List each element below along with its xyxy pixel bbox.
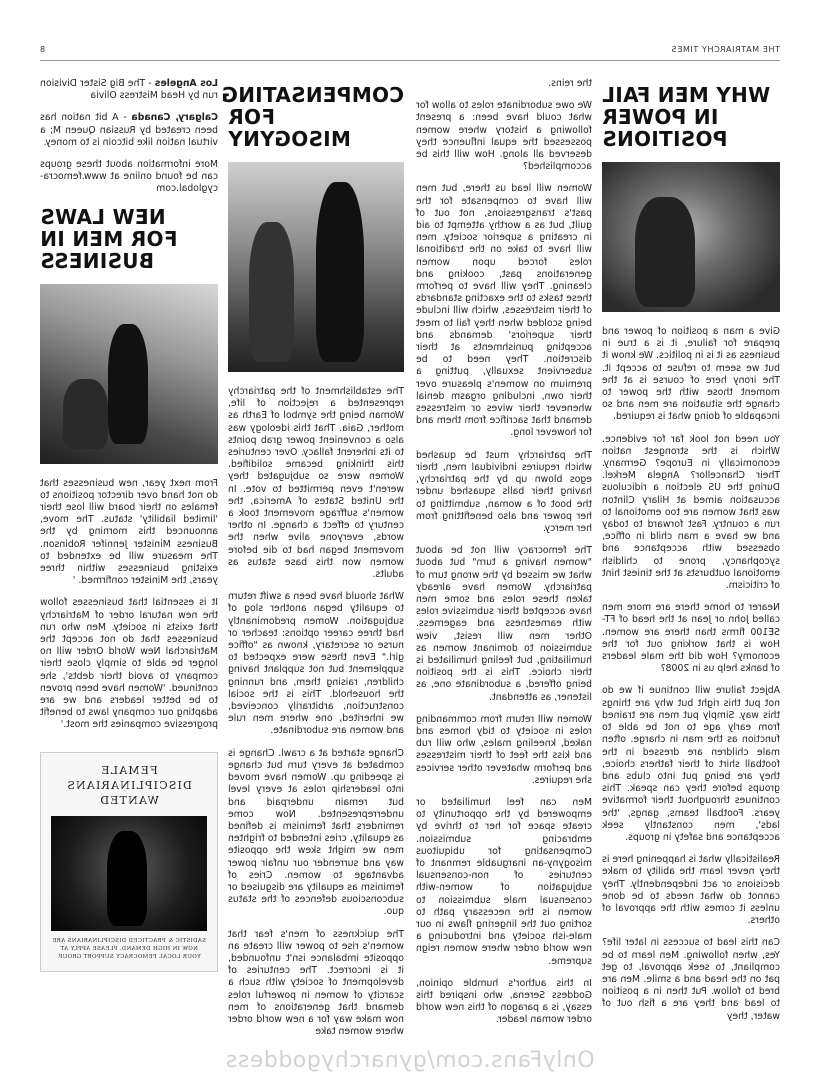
article-paragraph: Women will return from commanding roles in society to tidy homes and naked, kneeling males, who will rub and kiss the feet of their mistresses and perform whatever other services she requires. bbox=[416, 713, 592, 786]
office-photo bbox=[40, 284, 218, 464]
location-name: Los Angeles bbox=[154, 78, 218, 89]
article-paragraph: The patriarchy must be quashed which requires individual men, their egos blown up by the patriarchy, having their balls squashed under the boot of a woman, submitting to her power and also benefitting from her mercy. bbox=[416, 449, 592, 534]
article-paragraph: Change started at a crawl. Change is combated at every turn but change is speeding up. Women have moved into leadership roles at every level but remain underpaid and underrepresented. Now come reminders that feminism is defined as equality, cries intended to frighten men we might skew the opposite way and surrender our unfair power advantage to women. Cries of feminism as equality are disguised or subconscious defences of the status quo. bbox=[228, 747, 404, 918]
article-paragraph: Nearer to home there are more men called John or Jean at the head of FT-SE100 firms than there are women. How is that working out for the economy? How did the male leaders of banks help us in 2008? bbox=[602, 602, 780, 675]
header-rule bbox=[40, 60, 780, 61]
column-2 bbox=[221, 78, 404, 1048]
location-entry: Calgary, Canada - A bit nation has been created by Russian Queen M; a virtual nation like bitcoin is to money. bbox=[40, 112, 218, 148]
article-heading: WHY MEN FAIL IN POWER POSITIONS bbox=[602, 83, 771, 151]
column-1 bbox=[40, 78, 218, 972]
article-heading: COMPENSATING FOR MISOGYNY bbox=[221, 83, 404, 151]
article-paragraph: the reins. bbox=[548, 78, 592, 89]
article-paragraph: It is essential that businesses follow the new natural order of Matriarchy that exists in society. Men who run businesses that do not accept the Matriarchal New World Order will no longer be able to simply close their company to avoid their debts', she continued. 'Women have been proven to be better leaders and we are adapting our company laws to benefit progressive companies the most.' bbox=[40, 597, 218, 731]
article-paragraph: Women will lead us there, but men will have to compensate for the past's transgressions, not out of guilt, but as a worthy attempt to aid in creating a superior society. men will have to take on the traditional roles forced upon women generations past, cooking and cleaning. They will have to perform these tasks to the exacting standards of their mistresses, which will include being scolded when they fail to meet their superiors' demands and accepting punishments at their discretion. They need to be subservient sexually, putting a premium on women's pleasure over their own, including orgasm denial whenever their wives or mistresses demand that sacrifice from them and for however long. bbox=[416, 183, 592, 439]
more-info-text: More information about these groups can be found online at www.femocra-cyglobal.com bbox=[40, 159, 218, 195]
advertisement bbox=[40, 752, 218, 972]
location-name: Calgary, Canada bbox=[131, 112, 218, 124]
ad-caption: SADISTIC & PRACTICED DISCIPLINARIANS ARE NOW IN HIGH DEMAND. PLEASE APPLY AT YOUR LOCAL FEMOCRACY SUPPORT GROUP. bbox=[52, 937, 206, 960]
article-paragraph: Abject failure will continue if we do not put this right but why are things this way. Simply put men are trained from early age to not be able to function as the man in charge. often male children are dressed in the football shirt of their fathers choice, they are being put into clubs and groups before they can speak. This continues throughout their formative years. Football teams, gangs, 'the lads', men constantly seek acceptance and safety in groups. bbox=[602, 685, 780, 843]
article-paragraph: We owe subordinate roles to allow for what could have been: a present following a history where women possessed the equal influence they deserved all along. How will this be accomplished? bbox=[416, 100, 592, 173]
page-number: 8 bbox=[40, 45, 46, 54]
article-paragraph: Give a man a position of power and prepare for failure, it is a true in business as it is in politics. We know it but we seem to refuse to accept it. The irony here of course is at the moment those with the power to change the situation are men and so incapable of doing what is required. bbox=[602, 326, 780, 423]
article-paragraph: You need not look far for evidence. Which is the strongest nation economically in Europe? Germany. Their Chancellor? Angela Merkel. During the US election a ridiculous accusation aimed at Hilary Clinton was that women are too emotional to run a country. Fast forward to today and we have a man child in office, obsessed with acceptance and sycophancy, prone to childish emotional outbursts at the tiniest hint of criticism. bbox=[602, 433, 780, 592]
location-entry: Los Angeles - The Big Sister Division run by Head Mistress Olivia bbox=[40, 78, 218, 102]
article-paragraph: Can this lead to success in later life? Yes, when following. Men learn to be compliant, to seek approval, to get pat on the head and a smile. Men are bred to follow. Put then in a position to lead and they are a fish out of water, they bbox=[602, 937, 780, 1022]
article-paragraph: In this author's humble opinion, Goddess Serena, who inspired this essay, is a paragon of this new world order woman leader. bbox=[416, 977, 592, 1026]
article-paragraph: The establishment of the patriarchy represented a rejection of life, Woman being the symbol of Earth as mother, Gaia. That this ideology was also a convenient power grab points to its inherent fallacy. Over centuries this thinking became solidified. Women were so subjugated they weren't even permitted to vote. In the United States of America, the women's suffrage movement took a century to effect a change. In other words, everyone alive when the movement began had to die before women won this base status as adults. bbox=[228, 386, 404, 581]
article-paragraph: The quickness of men's fear that women's rise to power will create an opposite imbalance isn't unfounded, it is incorrect. The centuries of development of society with such a scarcity of women in powerful roles demand that generations of men now make way for a new world order where women take bbox=[228, 928, 404, 1038]
article-paragraph: Men can feel humiliated or empowered by the opportunity to create space for her to thrive by embracing submission. Compensating for ubiquitous misogyny-an inarguable remnant of centuries of non-consensual subjugation of women-with consensual male submission to women is the necessary path to sorting out the lingering flaws in our male-ish society and introducing a new world order where women reign supreme. bbox=[416, 796, 592, 967]
article-paragraph: What should have been a swift return to equality began another slog of subjugation. Women predominantly had three career options: teacher or nurse or secretary, known as "office girl." Even these were expected to supplement but not supplant having children, raising them, and running the household. This is the social construction, arbitrarily conceived, we inherited, one where men rule and women are subordinate. bbox=[228, 591, 404, 737]
article-heading: NEW LAWS FOR MEN IN BUSINESS bbox=[40, 204, 178, 273]
column-4 bbox=[602, 78, 780, 1033]
ad-photo bbox=[51, 816, 207, 931]
watermark-text: OnlyFans.com/gynarchygoddess bbox=[225, 1048, 595, 1073]
ad-title: FEMALE DISCIPLINARIANS WANTED bbox=[66, 763, 192, 807]
distressed-man-photo bbox=[602, 162, 780, 312]
couple-photo bbox=[228, 162, 404, 372]
publication-name: THE MATRIARCHY TIMES bbox=[670, 45, 780, 54]
article-paragraph: Realistically what is happening here is they never learn the ability to make decisions or act independently. They cannot do what needs to be done unless it comes with the approval of others. bbox=[602, 854, 780, 927]
column-3 bbox=[416, 78, 592, 1037]
article-paragraph: From next year, new businesses that do not hand over director positions to females on their board will lose their 'limited liability' status. The move, announced this morning by the Business Minister Jennifer Robinson. The measure will be extended to existing businesses within three years, the Minister confirmed. ' bbox=[40, 477, 218, 587]
article-paragraph: The femocracy will not be about "women having a turn" but about what we missed by the wrong turn of patriarchy. Women have already taken these roles and some men have accepted their submissive roles with earnestness and eagerness. Other men will resist, view submission to dominant women as humiliating, but feeling humiliated is their choice. This is the position being offered, a subordinate one, as listener, as attendant. bbox=[416, 545, 592, 703]
